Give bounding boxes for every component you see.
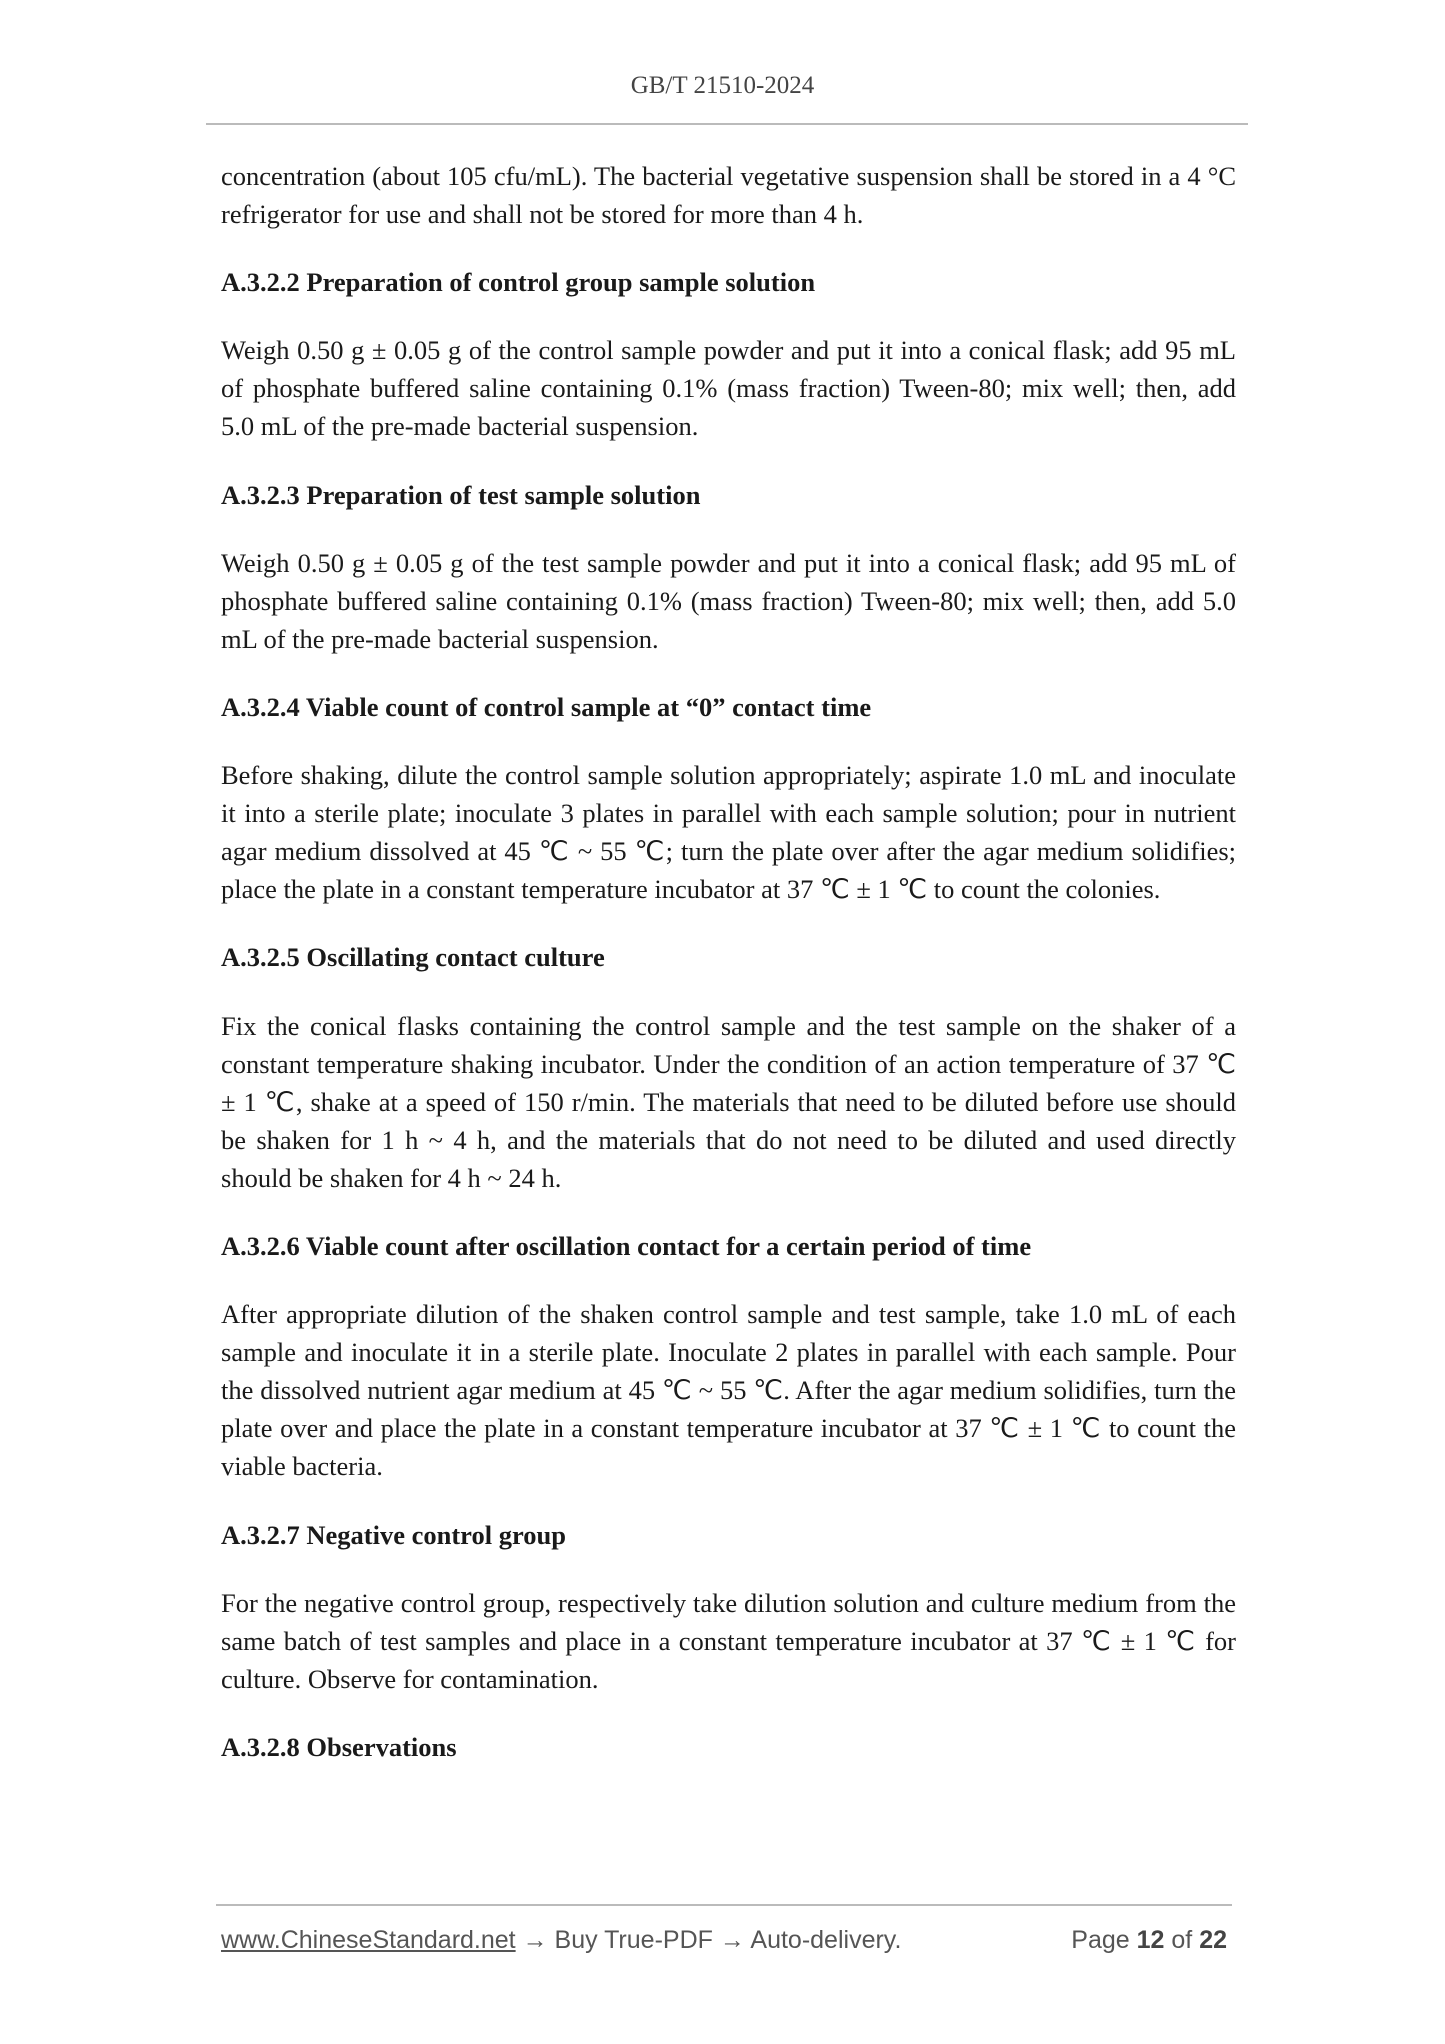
promo-text: → Buy True-PDF → Auto-delivery. — [515, 1926, 902, 1954]
total-pages: 22 — [1199, 1926, 1227, 1954]
section-heading: A.3.2.8 Observations — [221, 1731, 457, 1762]
section-heading: A.3.2.7 Negative control group — [221, 1519, 566, 1550]
website-link[interactable]: www.ChineseStandard.net — [221, 1926, 516, 1954]
section-heading: A.3.2.6 Viable count after oscillation contact for a certain period of time — [221, 1230, 1032, 1261]
header-divider — [206, 123, 1248, 125]
section-heading: A.3.2.5 Oscillating contact culture — [221, 942, 605, 973]
paragraph: After appropriate dilution of the shaken control sample and test sample, take 1.0 mL of each sample and inoculate it in a sterile plate. Inoculate 2 plates in parallel with each sample. Pour the dissolved nutrient agar medium at 45 ℃ ~ 55 ℃. After the agar medium solidifies, turn the plate over and place the plate in a constant temperature incubator at 37 ℃ ± 1 ℃ to count the viable bacteria. — [221, 1299, 1236, 1482]
page-content — [221, 157, 1236, 1796]
paragraph: concentration (about 105 cfu/mL). The bacterial vegetative suspension shall be stored in a 4 °C refrigerator for use and shall not be stored for more than 4 h. — [221, 161, 1236, 230]
of-label: of — [1171, 1926, 1193, 1954]
page-label: Page — [1071, 1926, 1130, 1954]
paragraph: Before shaking, dilute the control sample solution appropriately; aspirate 1.0 mL and inoculate it into a sterile plate; inoculate 3 plates in parallel with each sample solution; pour in nutrient agar medium dissolved at 45 ℃ ~ 55 ℃; turn the plate over after the agar medium solidifies; place the plate in a constant temperature incubator at 37 ℃ ± 1 ℃ to count the colonies. — [221, 760, 1236, 905]
paragraph: For the negative control group, respectively take dilution solution and culture medium from the same batch of test samples and place in a constant temperature incubator at 37 ℃ ± 1 ℃ for culture. Observe for contamination. — [221, 1587, 1236, 1694]
page-footer — [221, 1926, 1227, 1955]
paragraph: Weigh 0.50 g ± 0.05 g of the control sample powder and put it into a conical flask; add 95 mL of phosphate buffered saline containing 0.1% (mass fraction) Tween-80; mix well; then, add 5.0 mL of the pre-made bacterial suspension. — [221, 335, 1236, 442]
footer-divider — [216, 1904, 1232, 1906]
page-indicator — [1071, 1926, 1227, 1955]
paragraph: Weigh 0.50 g ± 0.05 g of the test sample powder and put it into a conical flask; add 95 mL of phosphate buffered saline containing 0.1% (mass fraction) Tween-80; mix well; then, add 5.0 mL of the pre-made bacterial suspension. — [221, 547, 1236, 654]
section-heading: A.3.2.3 Preparation of test sample solution — [221, 479, 701, 510]
page-number: 12 — [1136, 1926, 1165, 1954]
paragraph: Fix the conical flasks containing the control sample and the test sample on the shaker of a constant temperature shaking incubator. Under the condition of an action temperature of 37 ℃ ± 1 ℃, shake at a speed of 150 r/min. The materials that need to be diluted before use should be shaken for 1 h ~ 4 h, and the materials that do not need to be diluted and used directly should be shaken for 4 h ~ 24 h. — [221, 1010, 1236, 1193]
section-heading: A.3.2.2 Preparation of control group sample solution — [221, 267, 816, 298]
section-heading: A.3.2.4 Viable count of control sample at “0” contact time — [221, 691, 872, 722]
footer-promo — [221, 1926, 901, 1955]
document-header: GB/T 21510-2024 — [630, 72, 815, 99]
